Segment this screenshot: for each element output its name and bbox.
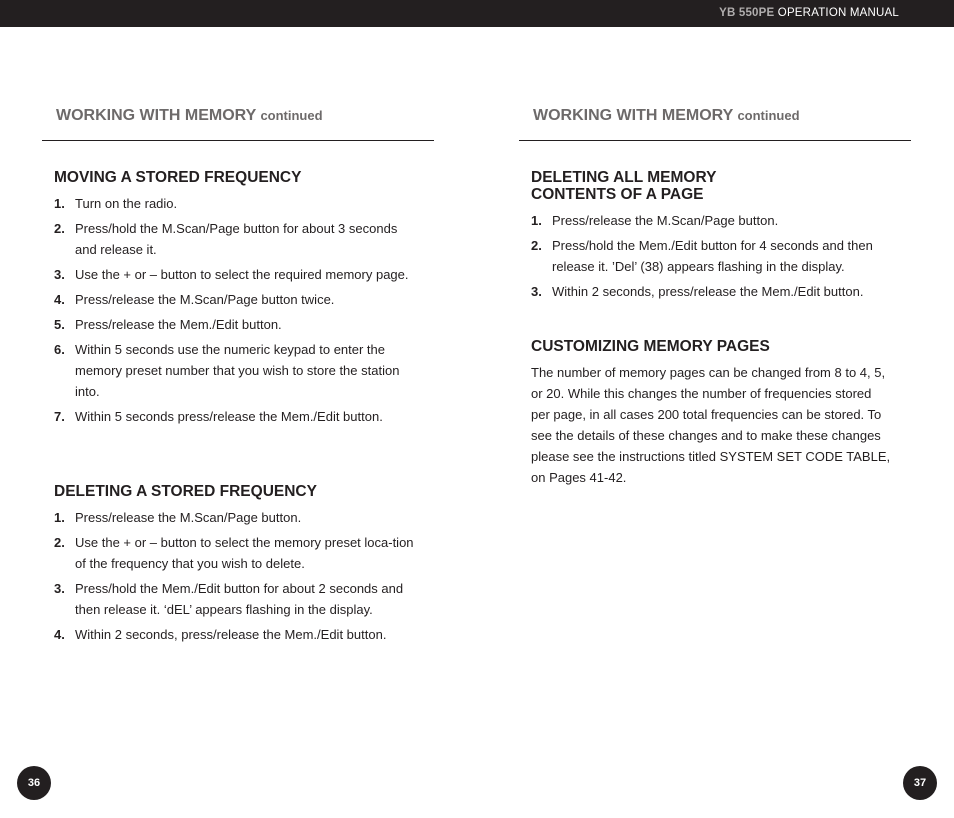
left-header-rule	[42, 140, 434, 141]
step-text: Within 2 seconds, press/release the Mem./Edit button.	[75, 627, 387, 642]
step-text: Turn on the radio.	[75, 196, 178, 211]
step-item	[54, 507, 414, 528]
step-item	[54, 314, 414, 335]
step-number: 4.	[54, 627, 65, 642]
section-title: DELETING A STORED FREQUENCY	[54, 483, 317, 500]
section-title-line: CONTENTS OF A PAGE	[531, 186, 704, 203]
step-number: 4.	[54, 292, 65, 307]
section-title: MOVING A STORED FREQUENCY	[54, 169, 302, 186]
section-title	[531, 169, 891, 203]
step-item	[54, 218, 414, 260]
step-number: 2.	[531, 238, 542, 253]
top-bar	[0, 0, 954, 27]
section-moving-stored-frequency	[54, 169, 414, 431]
right-section-header	[533, 107, 800, 125]
step-text: Use the + or – button to select the required memory page.	[75, 267, 409, 282]
step-number: 5.	[54, 317, 65, 332]
step-item	[54, 406, 414, 427]
step-text: Use the + or – button to select the memory preset loca-tion of the frequency that you wish to delete.	[75, 535, 414, 571]
section-title-line: DELETING ALL MEMORY	[531, 169, 717, 186]
section-paragraph: The number of memory pages can be changed from 8 to 4, 5, or 20. While this changes the number of frequencies stored per page, in all cases 200 total frequencies can be stored. To see the details of these changes and to make these changes please see the instructions titled SYSTEM SET CODE TABLE, on Pages 41-42.	[531, 365, 891, 485]
step-item	[531, 235, 891, 277]
manual-title	[719, 7, 899, 19]
step-item	[54, 193, 414, 214]
step-item	[54, 624, 414, 645]
step-item	[54, 264, 414, 285]
section-deleting-all-memory	[531, 169, 891, 306]
step-number: 1.	[531, 213, 542, 228]
step-number: 6.	[54, 342, 65, 357]
step-number: 3.	[54, 267, 65, 282]
step-text: Press/hold the Mem./Edit button for about 2 seconds and then release it. ‘dEL’ appears flashing in the display.	[75, 581, 404, 617]
step-list	[531, 210, 891, 302]
step-list	[54, 507, 414, 645]
left-header-title: WORKING WITH MEMORY	[56, 107, 256, 124]
step-number: 7.	[54, 409, 65, 424]
step-number: 3.	[531, 284, 542, 299]
step-item	[54, 289, 414, 310]
section-title: CUSTOMIZING MEMORY PAGES	[531, 338, 770, 355]
model-name: YB 550PE	[719, 7, 775, 19]
step-number: 3.	[54, 581, 65, 596]
step-item	[531, 210, 891, 231]
step-list	[54, 193, 414, 427]
step-text: Press/hold the Mem./Edit button for 4 seconds and then release it. ’Del’ (38) appears flashing in the display.	[552, 238, 873, 274]
step-text: Press/release the M.Scan/Page button.	[552, 213, 779, 228]
step-item	[54, 578, 414, 620]
right-header-continued: continued	[737, 108, 800, 123]
step-text: Within 5 seconds press/release the Mem./Edit button.	[75, 409, 383, 424]
step-item	[54, 339, 414, 402]
step-text: Press/release the Mem./Edit button.	[75, 317, 282, 332]
section-deleting-stored-frequency	[54, 483, 414, 649]
step-text: Press/release the M.Scan/Page button twice.	[75, 292, 335, 307]
manual-label: OPERATION MANUAL	[777, 7, 899, 19]
step-number: 2.	[54, 535, 65, 550]
step-text: Press/hold the M.Scan/Page button for about 3 seconds and release it.	[75, 221, 398, 257]
right-header-rule	[519, 140, 911, 141]
page-number-right: 37	[903, 766, 937, 800]
step-text: Within 2 seconds, press/release the Mem./Edit button.	[552, 284, 864, 299]
left-section-header	[56, 107, 323, 125]
step-item	[531, 281, 891, 302]
step-text: Press/release the M.Scan/Page button.	[75, 510, 302, 525]
step-number: 1.	[54, 196, 65, 211]
step-text: Within 5 seconds use the numeric keypad to enter the memory preset number that you wish to store the station into.	[75, 342, 400, 399]
page-number-left: 36	[17, 766, 51, 800]
step-number: 1.	[54, 510, 65, 525]
section-customizing-memory-pages	[531, 338, 891, 488]
left-header-continued: continued	[260, 108, 323, 123]
step-item	[54, 532, 414, 574]
right-header-title: WORKING WITH MEMORY	[533, 107, 733, 124]
step-number: 2.	[54, 221, 65, 236]
